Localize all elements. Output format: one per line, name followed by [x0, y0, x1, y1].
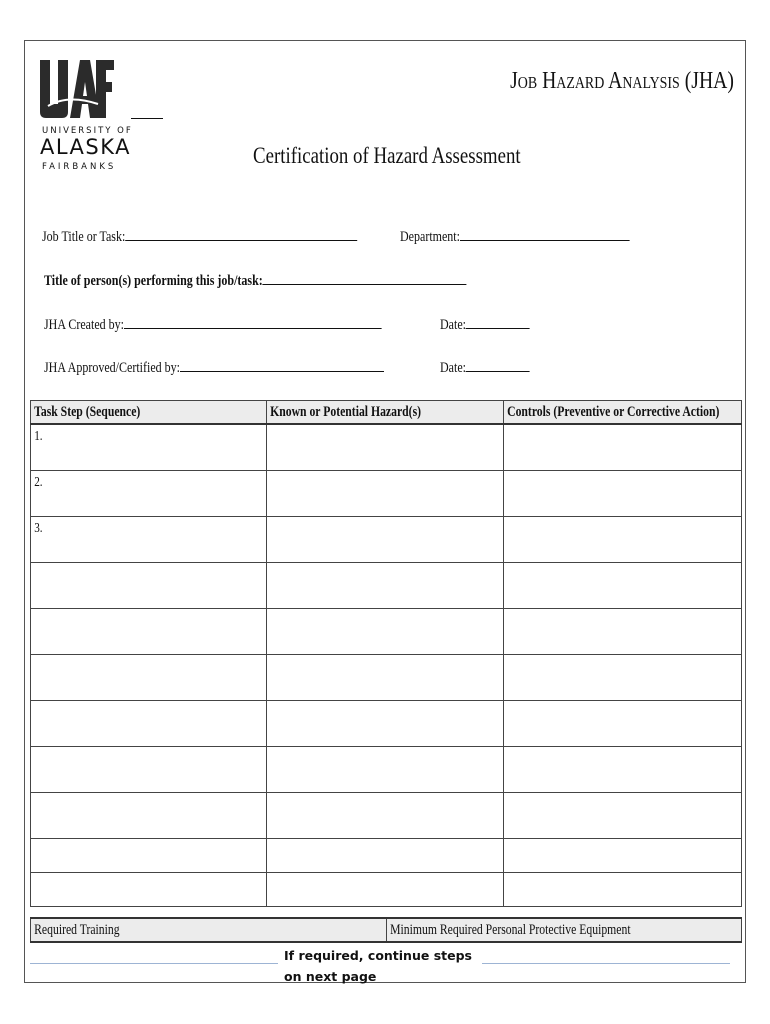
header-hazards: Known or Potential Hazard(s) [267, 401, 504, 425]
hazard-cell[interactable] [267, 563, 504, 609]
hazard-cell[interactable] [267, 655, 504, 701]
header-task-step: Task Step (Sequence) [31, 401, 267, 425]
hazard-cell[interactable] [267, 839, 504, 873]
date-approved-line[interactable] [466, 359, 530, 372]
logo-divider [131, 118, 163, 119]
job-title-label: Job Title or Task: [42, 229, 126, 245]
hazard-cell[interactable] [267, 471, 504, 517]
page-subtitle: Certification of Hazard Assessment [253, 143, 521, 168]
table-row [31, 655, 742, 701]
uaf-logo-mark [40, 60, 114, 120]
task-step-cell[interactable] [31, 747, 267, 793]
hazard-cell[interactable] [267, 701, 504, 747]
logo-alaska: ALASKA [40, 135, 132, 159]
created-by-line[interactable] [124, 316, 382, 329]
created-by-field[interactable] [44, 316, 382, 334]
control-cell[interactable] [504, 609, 742, 655]
control-cell[interactable] [504, 873, 742, 907]
table-row [31, 839, 742, 873]
table-row [31, 563, 742, 609]
uaf-logo [40, 60, 133, 180]
control-cell[interactable] [504, 747, 742, 793]
continue-note: If required, continue steps on next page [284, 948, 472, 984]
hazard-cell[interactable] [267, 793, 504, 839]
approved-by-label: JHA Approved/Certified by: [44, 360, 180, 376]
jha-table [30, 400, 742, 907]
table-row [31, 609, 742, 655]
control-cell[interactable] [504, 701, 742, 747]
table-row [31, 793, 742, 839]
task-step-cell[interactable]: 3. [31, 517, 267, 563]
date-created-label: Date: [440, 317, 466, 333]
hazard-cell[interactable] [267, 747, 504, 793]
control-cell[interactable] [504, 793, 742, 839]
date-approved-field[interactable] [440, 359, 530, 377]
table-row [31, 701, 742, 747]
required-training-cell[interactable]: Required Training [31, 918, 387, 942]
control-cell[interactable] [504, 517, 742, 563]
hazard-cell[interactable] [267, 517, 504, 563]
task-step-cell[interactable]: 1. [31, 424, 267, 471]
requirements-row [31, 918, 742, 942]
ppe-cell[interactable]: Minimum Required Personal Protective Equipment [387, 918, 742, 942]
control-cell[interactable] [504, 655, 742, 701]
control-cell[interactable] [504, 424, 742, 471]
performers-field[interactable] [44, 272, 467, 290]
department-line[interactable] [460, 228, 630, 241]
table-row [31, 424, 742, 471]
task-step-cell[interactable] [31, 609, 267, 655]
job-title-field[interactable] [42, 228, 357, 246]
approved-by-field[interactable] [44, 359, 384, 377]
requirements-table [30, 917, 742, 943]
task-step-cell[interactable] [31, 655, 267, 701]
control-cell[interactable] [504, 839, 742, 873]
approved-by-line[interactable] [180, 359, 384, 372]
task-step-cell[interactable] [31, 563, 267, 609]
control-cell[interactable] [504, 563, 742, 609]
task-step-cell[interactable] [31, 701, 267, 747]
logo-university-of: UNIVERSITY OF [42, 126, 133, 136]
performers-line[interactable] [263, 272, 467, 285]
department-label: Department: [400, 229, 460, 245]
department-field[interactable] [400, 228, 630, 246]
task-step-cell[interactable] [31, 873, 267, 907]
created-by-label: JHA Created by: [44, 317, 124, 333]
date-created-field[interactable] [440, 316, 530, 334]
page-title: Job Hazard Analysis (JHA) [510, 68, 734, 94]
date-approved-label: Date: [440, 360, 466, 376]
job-title-line[interactable] [125, 228, 357, 241]
header-controls: Controls (Preventive or Corrective Action) [504, 401, 742, 425]
task-step-cell[interactable]: 2. [31, 471, 267, 517]
table-header-row [31, 401, 742, 425]
table-row [31, 747, 742, 793]
table-row [31, 873, 742, 907]
hazard-cell[interactable] [267, 609, 504, 655]
date-created-line[interactable] [466, 316, 530, 329]
task-step-cell[interactable] [31, 839, 267, 873]
hazard-cell[interactable] [267, 424, 504, 471]
table-row [31, 471, 742, 517]
task-step-cell[interactable] [31, 793, 267, 839]
footer-line-right [482, 963, 730, 964]
table-row [31, 517, 742, 563]
logo-fairbanks: FAIRBANKS [42, 162, 117, 172]
footer-line-left [30, 963, 278, 964]
hazard-cell[interactable] [267, 873, 504, 907]
performers-label: Title of person(s) performing this job/task: [44, 273, 263, 289]
control-cell[interactable] [504, 471, 742, 517]
